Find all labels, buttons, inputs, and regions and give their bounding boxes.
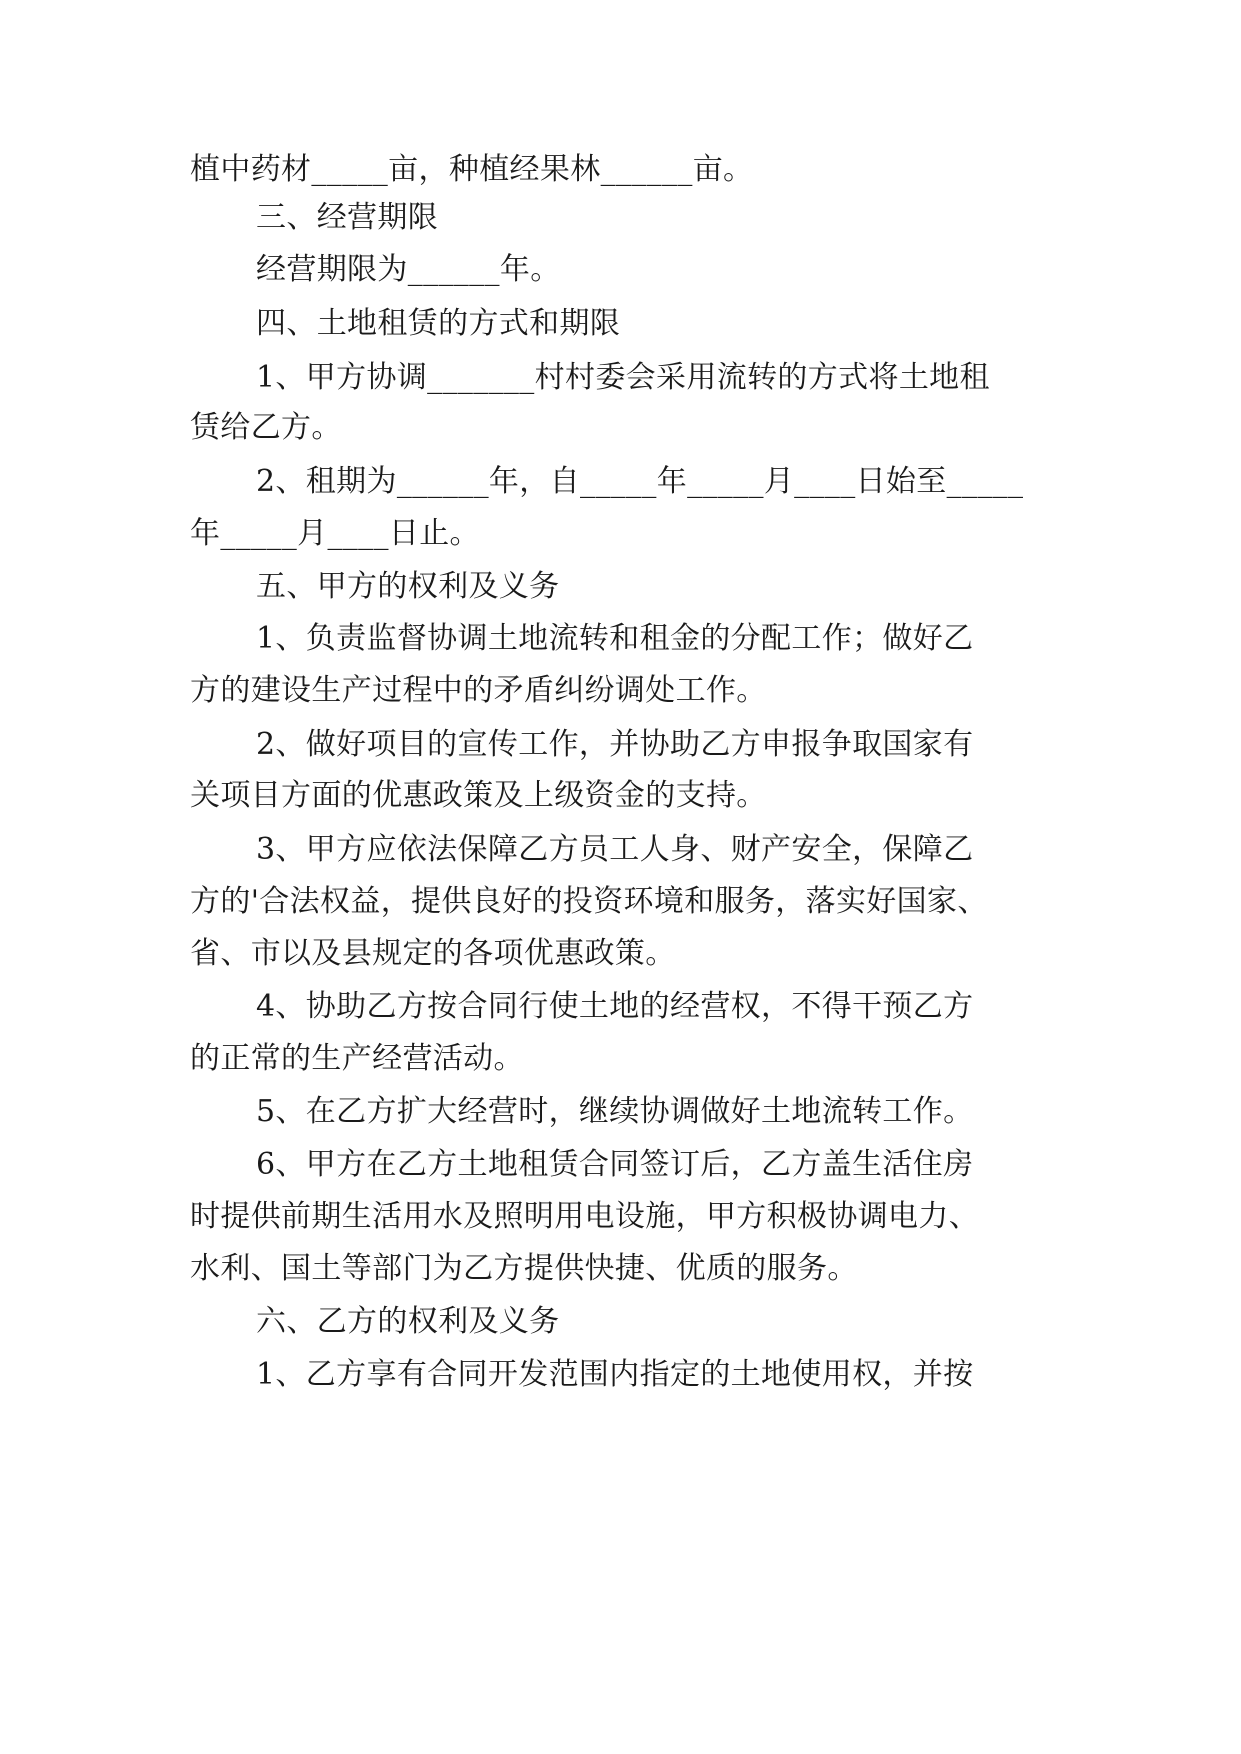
- text-line: 2、做好项目的宣传工作，并协助乙方申报争取国家有: [256, 727, 974, 762]
- text-line: 6、甲方在乙方土地租赁合同签订后，乙方盖生活住房: [256, 1147, 974, 1182]
- text-line: 4、协助乙方按合同行使土地的经营权，不得干预乙方: [256, 989, 974, 1024]
- text-line: 的正常的生产经营活动。: [190, 1041, 524, 1076]
- text-line: 方的'合法权益，提供良好的投资环境和服务，落实好国家、: [190, 884, 988, 919]
- text-line: 赁给乙方。: [190, 410, 342, 445]
- text-line: 1、负责监督协调土地流转和租金的分配工作；做好乙: [256, 621, 974, 656]
- text-line: 省、市以及县规定的各项优惠政策。: [190, 936, 676, 971]
- section-heading: 五、甲方的权利及义务: [256, 569, 560, 604]
- text-line: 水利、国土等部门为乙方提供快捷、优质的服务。: [190, 1251, 858, 1286]
- text-line: 植中药材_____亩，种植经果林______亩。: [190, 152, 754, 187]
- text-line: 时提供前期生活用水及照明用电设施，甲方积极协调电力、: [190, 1199, 980, 1234]
- text-line: 1、乙方享有合同开发范围内指定的土地使用权，并按: [256, 1357, 974, 1392]
- text-line: 1、甲方协调_______村村委会采用流转的方式将土地租: [256, 360, 990, 395]
- text-line: 2、租期为______年，自_____年_____月____日始至_____: [256, 464, 1024, 499]
- section-heading: 三、经营期限: [256, 200, 439, 235]
- text-line: 经营期限为______年。: [256, 252, 561, 287]
- text-line: 3、甲方应依法保障乙方员工人身、财产安全，保障乙: [256, 832, 974, 867]
- section-heading: 六、乙方的权利及义务: [256, 1304, 560, 1339]
- text-line: 方的建设生产过程中的矛盾纠纷调处工作。: [190, 673, 767, 708]
- text-line: 关项目方面的优惠政策及上级资金的支持。: [190, 778, 767, 813]
- section-heading: 四、土地租赁的方式和期限: [256, 306, 621, 341]
- text-line: 年_____月____日止。: [190, 516, 480, 551]
- text-line: 5、在乙方扩大经营时，继续协调做好土地流转工作。: [256, 1094, 974, 1129]
